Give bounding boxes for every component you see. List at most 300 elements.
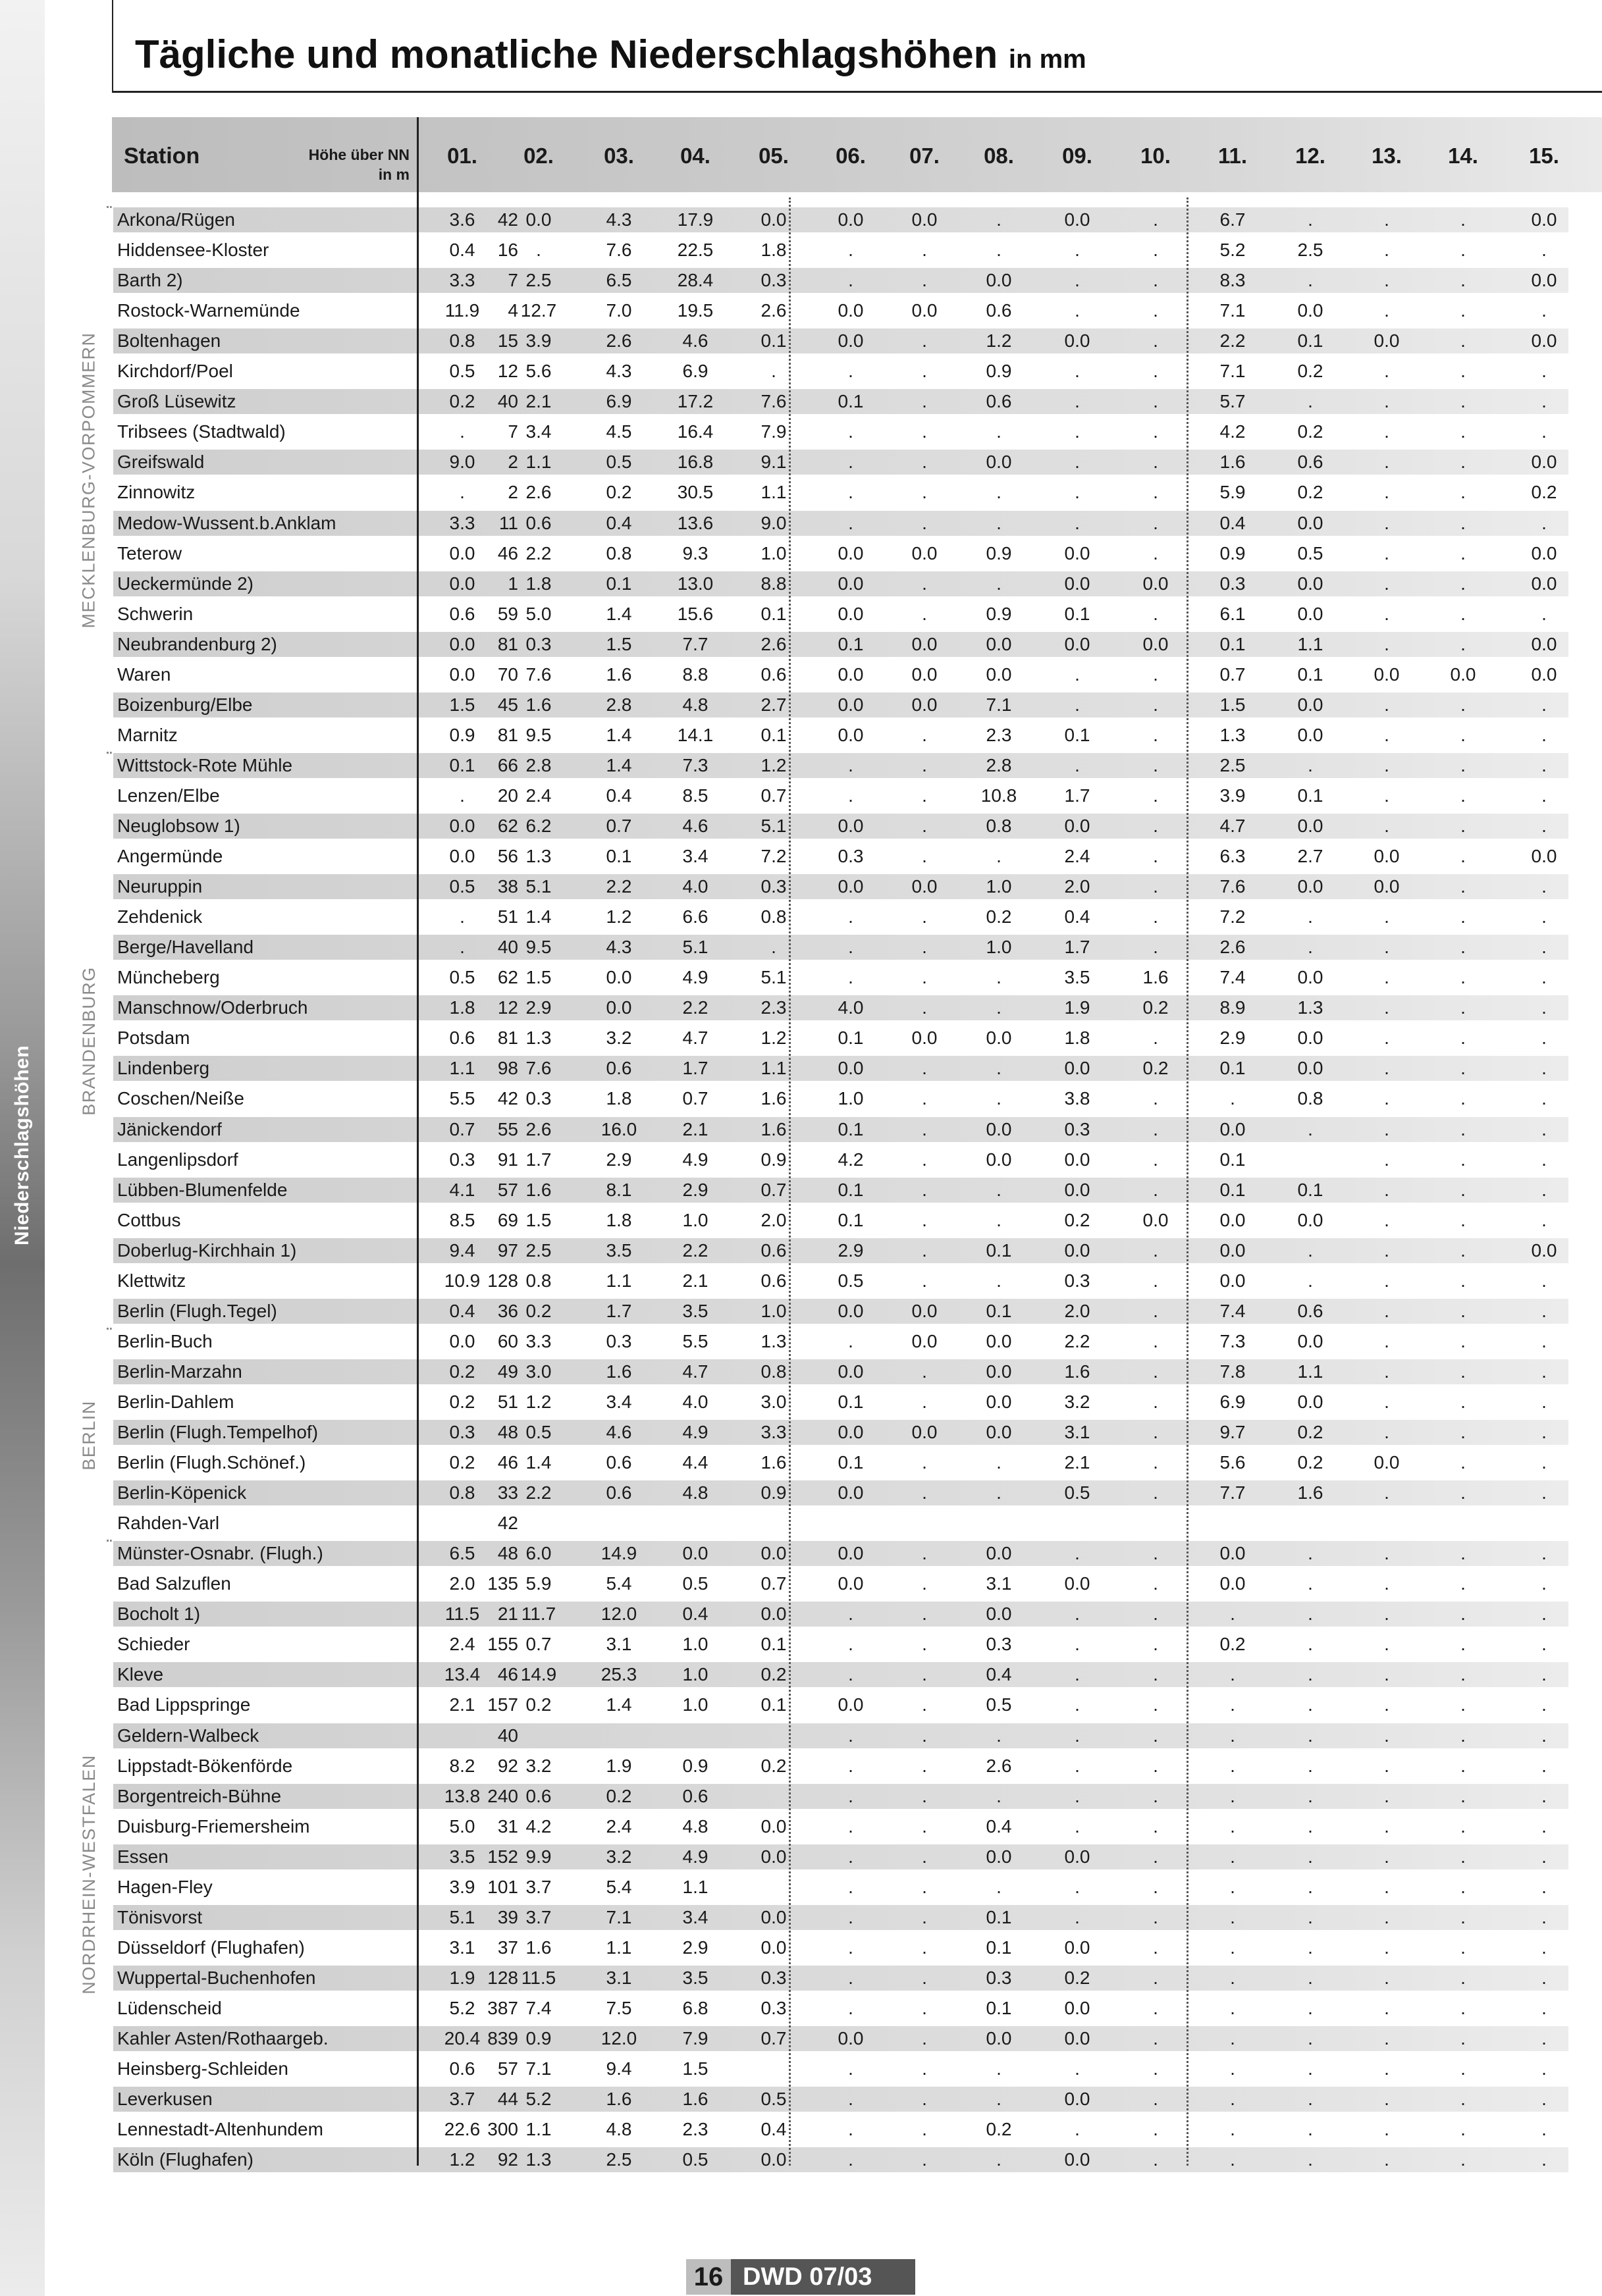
station-name: Lübben-Blumenfelde	[117, 1179, 288, 1200]
station-name: Neuruppin	[117, 876, 203, 897]
precip-value: .	[848, 421, 853, 442]
precip-value: 16.0	[601, 1118, 637, 1139]
precip-value: .	[1153, 694, 1158, 715]
precip-value: 0.0	[449, 846, 475, 867]
precip-value: 0.9	[682, 1755, 708, 1776]
precip-value: 7.6	[761, 391, 787, 412]
precip-value: 0.1	[838, 1028, 864, 1049]
precip-value: 2.5	[525, 270, 552, 291]
precip-value: .	[1460, 542, 1466, 563]
precip-value: .	[848, 361, 853, 382]
precip-value: 0.0	[986, 1543, 1012, 1564]
precip-value: 0.5	[449, 967, 475, 988]
precip-value: 0.2	[1297, 1422, 1323, 1442]
header-day: 11.	[1217, 144, 1248, 168]
title-rule	[112, 0, 113, 92]
station-altitude: 97	[497, 1239, 518, 1261]
precip-value	[744, 1875, 803, 1900]
precip-value: 0.0	[1531, 1239, 1557, 1261]
station-altitude: 46	[497, 1664, 518, 1685]
precip-value: 3.8	[1064, 1088, 1090, 1109]
precip-value: 6.5	[606, 270, 632, 291]
precip-value: .	[1460, 1815, 1466, 1837]
precip-value: 0.1	[838, 391, 864, 412]
precip-value: .	[1153, 1876, 1158, 1897]
precip-value: 2.1	[525, 391, 552, 412]
station-name: Jänickendorf	[117, 1118, 222, 1139]
precip-value: .	[1153, 664, 1158, 685]
precip-value: 0.4	[606, 512, 632, 533]
precip-value: 0.0	[761, 1815, 787, 1837]
precip-value: .	[1308, 1785, 1313, 1806]
precip-value	[1048, 1511, 1107, 1536]
precip-value: 0.0	[1064, 1239, 1090, 1261]
precip-value: .	[1541, 1815, 1547, 1837]
precip-value: .	[1308, 1270, 1313, 1291]
station-altitude: 46	[497, 1452, 518, 1473]
precip-value: 0.0	[838, 1361, 864, 1382]
precip-value: .	[1460, 754, 1466, 775]
precip-value: .	[1384, 1482, 1389, 1503]
precip-value: .	[922, 816, 927, 836]
precip-value: 2.7	[761, 694, 787, 715]
precip-value: 13.6	[677, 512, 714, 533]
precip-value: 0.7	[761, 785, 787, 806]
precip-value: 0.0	[838, 542, 864, 563]
precip-value: .	[1153, 2119, 1158, 2140]
precip-value: 1.7	[1064, 937, 1090, 958]
precip-value: .	[1384, 906, 1389, 927]
table-row	[113, 904, 1568, 929]
station-name: Angermünde	[117, 846, 223, 867]
precip-value: .	[996, 1452, 1001, 1473]
station-altitude: 51	[497, 906, 518, 927]
precip-value: .	[1308, 937, 1313, 958]
page-footer	[686, 2259, 915, 2295]
station-name: Müncheberg	[117, 967, 220, 988]
precip-value: .	[1308, 1997, 1313, 2018]
precip-value: .	[1541, 1725, 1547, 1746]
precip-value: 1.6	[606, 1361, 632, 1382]
precip-value: 0.8	[449, 1482, 475, 1503]
precip-value: .	[922, 1391, 927, 1412]
header-day: 03.	[604, 144, 634, 168]
precip-value: 0.0	[986, 1604, 1012, 1625]
precip-value: 0.3	[449, 1149, 475, 1170]
table-row	[113, 419, 1568, 444]
precip-value: .	[1460, 573, 1466, 594]
precip-value: .	[1541, 2149, 1547, 2170]
precip-value: 0.2	[1297, 482, 1323, 503]
precip-value: .	[922, 1088, 927, 1109]
precip-value: 3.7	[525, 1876, 552, 1897]
station-name: Berlin (Flugh.Tempelhof)	[117, 1422, 319, 1442]
precip-value: .	[848, 967, 853, 988]
precip-value: .	[996, 1725, 1001, 1746]
precip-value: .	[1460, 1149, 1466, 1170]
precip-value: 5.6	[525, 361, 552, 382]
precip-value: 0.1	[838, 1391, 864, 1412]
precip-value: 0.0	[1064, 1846, 1090, 1867]
precip-value: 0.0	[986, 664, 1012, 685]
precip-value: 0.0	[606, 997, 632, 1018]
station-name: Rahden-Varl	[117, 1513, 220, 1534]
precip-value: 0.0	[838, 664, 864, 685]
precip-value: 11.9	[444, 300, 480, 321]
precip-value: .	[1230, 1755, 1235, 1776]
precip-value: 0.0	[1219, 1118, 1246, 1139]
table-row	[113, 965, 1568, 990]
precip-value: 0.0	[761, 2149, 787, 2170]
precip-value: 1.6	[1064, 1361, 1090, 1382]
precip-value: 0.2	[1064, 1967, 1090, 1988]
precip-value: .	[1541, 603, 1547, 624]
precip-value: 11.5	[444, 1604, 480, 1625]
precip-value: 0.1	[1297, 785, 1323, 806]
header-day: 01.	[447, 144, 477, 168]
precip-value: 1.2	[986, 330, 1012, 352]
precip-value: 0.1	[449, 754, 475, 775]
precip-value: 0.0	[1297, 967, 1323, 988]
table-row	[113, 268, 1568, 293]
precip-value: .	[1230, 2119, 1235, 2140]
precip-value: .	[922, 1179, 927, 1200]
precip-value: .	[1541, 694, 1547, 715]
precip-value: .	[1460, 300, 1466, 321]
precip-value: 0.6	[1297, 452, 1323, 473]
precip-value: 14.9	[520, 1664, 557, 1685]
precip-value: .	[1075, 1604, 1080, 1625]
header-day: 14.	[1448, 144, 1478, 168]
precip-value: 0.7	[525, 1634, 552, 1655]
precip-value: 0.0	[838, 724, 864, 745]
precip-value: .	[1460, 633, 1466, 654]
precip-value: 0.0	[606, 967, 632, 988]
precip-value: .	[1384, 573, 1389, 594]
precip-value: .	[1384, 1300, 1389, 1321]
precip-value: .	[1384, 1785, 1389, 1806]
precip-value: .	[922, 967, 927, 988]
precip-value: .	[1384, 1755, 1389, 1776]
precip-value: 4.2	[1219, 421, 1246, 442]
precip-value: .	[922, 1664, 927, 1685]
precip-value: 0.0	[1064, 1179, 1090, 1200]
precip-value: .	[1460, 1755, 1466, 1776]
precip-value: .	[1153, 209, 1158, 230]
precip-value: .	[922, 603, 927, 624]
precip-value: .	[1153, 1543, 1158, 1564]
table-row	[113, 1329, 1568, 1354]
precip-value: 6.6	[682, 906, 708, 927]
precip-value: .	[1460, 421, 1466, 442]
precip-value: 0.0	[449, 664, 475, 685]
header-day: 06.	[836, 144, 866, 168]
precip-value: 1.2	[761, 1028, 787, 1049]
precip-value: .	[1541, 1997, 1547, 2018]
precip-value: .	[1075, 2119, 1080, 2140]
precip-value: .	[1308, 1634, 1313, 1655]
precip-value: 1.2	[525, 1391, 552, 1412]
precip-value: 3.9	[449, 1876, 475, 1897]
precip-value: .	[1460, 846, 1466, 867]
precip-value: .	[922, 1876, 927, 1897]
precip-value: 0.3	[1064, 1118, 1090, 1139]
precip-value: .	[996, 421, 1001, 442]
precip-value: .	[848, 270, 853, 291]
station-name: Wuppertal-Buchenhofen	[117, 1967, 316, 1988]
precip-value: 1.5	[525, 967, 552, 988]
precip-value: .	[996, 1876, 1001, 1897]
precip-value: .	[1384, 1239, 1389, 1261]
precip-value: 0.3	[525, 1088, 552, 1109]
station-altitude: 46	[497, 542, 518, 563]
precip-value: .	[1384, 1330, 1389, 1351]
station-altitude: 128	[487, 1270, 518, 1291]
precip-value: 0.0	[838, 1482, 864, 1503]
precip-value: 1.7	[606, 1300, 632, 1321]
precip-value: 1.8	[1064, 1028, 1090, 1049]
precip-value: .	[1384, 694, 1389, 715]
precip-value: 0.0	[761, 1604, 787, 1625]
station-name: Wittstock-Rote Mühle	[117, 754, 293, 775]
precip-value: 0.2	[1064, 1209, 1090, 1230]
precip-value: 2.0	[761, 1209, 787, 1230]
precip-value: 3.4	[682, 1906, 708, 1927]
precip-value: 4.0	[838, 997, 864, 1018]
table-row	[113, 1602, 1568, 1627]
precip-value: .	[922, 724, 927, 745]
precip-value: .	[1384, 2089, 1389, 2110]
precip-value: .	[1541, 1906, 1547, 1927]
precip-value: .	[848, 2058, 853, 2079]
precip-value: .	[848, 2089, 853, 2110]
precip-value: 3.7	[449, 2089, 475, 2110]
precip-value: 0.1	[838, 1452, 864, 1473]
precip-value: .	[1384, 1149, 1389, 1170]
precip-value: 4.7	[682, 1361, 708, 1382]
precip-value: .	[1541, 2058, 1547, 2079]
station-name: Bocholt 1)	[117, 1604, 201, 1625]
precip-value: 0.0	[1297, 1330, 1323, 1351]
station-name: Berlin-Buch	[117, 1330, 213, 1351]
precip-value: 7.7	[682, 633, 708, 654]
precip-value: 7.9	[761, 421, 787, 442]
precip-value: .	[1541, 2119, 1547, 2140]
precip-value: .	[922, 2089, 927, 2110]
precip-value: 3.5	[682, 1967, 708, 1988]
precip-value: 5.1	[761, 967, 787, 988]
precip-value: 0.2	[525, 1694, 552, 1715]
station-altitude: 42	[497, 209, 518, 230]
precip-value: 8.5	[682, 785, 708, 806]
precip-value: .	[1460, 1209, 1466, 1230]
station-name: Heinsberg-Schleiden	[117, 2058, 288, 2079]
precip-value: .	[1460, 2149, 1466, 2170]
precip-value: 2.2	[1219, 330, 1246, 352]
station-altitude: 387	[487, 1997, 518, 2018]
station-name: Bad Salzuflen	[117, 1573, 231, 1594]
station-altitude: 62	[497, 967, 518, 988]
header-station: Station	[124, 144, 200, 169]
precip-value: 2.6	[525, 482, 552, 503]
precip-value: .	[996, 2058, 1001, 2079]
station-altitude: 4	[508, 300, 518, 321]
precip-value: 5.5	[682, 1330, 708, 1351]
precip-value: .	[1153, 1846, 1158, 1867]
precip-value: 1.5	[525, 1209, 552, 1230]
precip-value: 0.0	[1142, 573, 1169, 594]
precip-value: 4.2	[838, 1149, 864, 1170]
precip-value: 4.9	[682, 1422, 708, 1442]
station-name: Berge/Havelland	[117, 937, 254, 958]
station-altitude: 135	[487, 1573, 518, 1594]
precip-value: 8.9	[1219, 997, 1246, 1018]
precip-value: .	[1308, 270, 1313, 291]
precip-value: 2.3	[682, 2119, 708, 2140]
precip-value: 4.8	[682, 1815, 708, 1837]
station-name: Marnitz	[117, 724, 178, 745]
precip-value: .	[1075, 240, 1080, 261]
precip-value	[1126, 1511, 1185, 1536]
precip-value: .	[1308, 1937, 1313, 1958]
precip-value: 0.0	[1531, 633, 1557, 654]
precip-value: .	[1075, 452, 1080, 473]
sidebar-strip	[0, 0, 45, 2296]
precip-value: 0.0	[838, 1694, 864, 1715]
precip-value: 1.9	[606, 1755, 632, 1776]
table-row	[113, 1450, 1568, 1475]
precip-value: .	[996, 997, 1001, 1018]
precip-value: .	[1075, 664, 1080, 685]
precip-value: .	[1384, 816, 1389, 836]
precip-value: 7.6	[606, 240, 632, 261]
precip-value: 1.7	[682, 1058, 708, 1079]
precip-value: 0.4	[606, 785, 632, 806]
precip-value: 6.9	[682, 361, 708, 382]
precip-value: 0.0	[1142, 1209, 1169, 1230]
table-row	[113, 2117, 1568, 2142]
precip-value: 1.7	[525, 1149, 552, 1170]
precip-value: .	[1153, 1300, 1158, 1321]
precip-value: .	[996, 1270, 1001, 1291]
precip-value: 0.1	[761, 330, 787, 352]
precip-value: 1.6	[525, 1937, 552, 1958]
precip-value: .	[922, 361, 927, 382]
precip-value: 4.9	[682, 1149, 708, 1170]
precip-value: 2.2	[682, 1239, 708, 1261]
precip-value: .	[1460, 724, 1466, 745]
table-row	[113, 783, 1568, 808]
precip-value: .	[1153, 1906, 1158, 1927]
precip-value: .	[1384, 633, 1389, 654]
precip-value: 0.0	[911, 209, 938, 230]
station-name: Zehdenick	[117, 906, 203, 927]
precip-value	[744, 1723, 803, 1748]
station-altitude: 7	[508, 421, 518, 442]
precip-value: 0.1	[838, 1209, 864, 1230]
precip-value: 3.2	[1064, 1391, 1090, 1412]
precip-value: .	[1384, 1422, 1389, 1442]
precip-value: 0.0	[1064, 1149, 1090, 1170]
table-row	[113, 450, 1568, 475]
precip-value: .	[1153, 1997, 1158, 2018]
station-altitude: 55	[497, 1118, 518, 1139]
station-altitude: 21	[497, 1604, 518, 1625]
station-altitude: 12	[497, 361, 518, 382]
precip-value: .	[1541, 1634, 1547, 1655]
precip-value: 2.8	[606, 694, 632, 715]
precip-value: 2.1	[682, 1270, 708, 1291]
precip-value: 0.0	[838, 2028, 864, 2048]
precip-value: .	[848, 1604, 853, 1625]
precip-value: .	[996, 573, 1001, 594]
station-name: Greifswald	[117, 452, 205, 473]
precip-value: 8.5	[449, 1209, 475, 1230]
precip-value: 3.5	[1064, 967, 1090, 988]
precip-value: 22.6	[444, 2119, 481, 2140]
precip-value: .	[1075, 1815, 1080, 1837]
precip-value: 0.6	[1297, 1300, 1323, 1321]
precip-value: .	[922, 1634, 927, 1655]
precip-value: .	[1308, 2119, 1313, 2140]
precip-value: 3.3	[761, 1422, 787, 1442]
precip-value: 0.0	[838, 573, 864, 594]
precip-value: 0.0	[1531, 270, 1557, 291]
precip-value: 11.7	[521, 1604, 556, 1625]
precip-value: .	[1460, 967, 1466, 988]
precip-value: .	[1460, 1876, 1466, 1897]
station-name: Langenlipsdorf	[117, 1149, 238, 1170]
precip-value: .	[848, 1937, 853, 1958]
precip-value: 0.0	[1064, 1573, 1090, 1594]
precip-value: 1.6	[1219, 452, 1246, 473]
precip-value: .	[1153, 1967, 1158, 1988]
precip-value: .	[460, 906, 465, 927]
precip-value: 4.3	[606, 361, 632, 382]
precip-value: 0.6	[986, 391, 1012, 412]
table-row	[113, 632, 1568, 657]
station-name: Tönisvorst	[117, 1906, 203, 1927]
precip-value: 19.5	[677, 300, 714, 321]
precip-value: 3.7	[525, 1906, 552, 1927]
precip-value: .	[1153, 482, 1158, 503]
precip-value: 1.6	[525, 694, 552, 715]
precip-value: 3.3	[449, 512, 475, 533]
precip-value: 0.0	[838, 1543, 864, 1564]
precip-value: .	[1460, 391, 1466, 412]
station-altitude: 101	[487, 1876, 518, 1897]
precip-value: .	[1460, 1391, 1466, 1412]
table-row	[113, 1511, 1568, 1536]
precip-value: .	[1153, 330, 1158, 352]
precip-value: 1.0	[761, 1300, 787, 1321]
table-row	[113, 328, 1568, 353]
precip-value: 0.5	[1064, 1482, 1090, 1503]
precip-value: 1.4	[606, 754, 632, 775]
pentad-divider-10	[1187, 197, 1188, 2166]
precip-value: .	[1460, 1937, 1466, 1958]
precip-value: .	[1460, 2089, 1466, 2110]
precip-value: 1.6	[606, 664, 632, 685]
precip-value: 0.1	[1064, 603, 1090, 624]
header-day: 05.	[759, 144, 789, 168]
precip-value: .	[1460, 1270, 1466, 1291]
precip-value: 5.9	[1219, 482, 1246, 503]
precip-value: .	[996, 1179, 1001, 1200]
precip-value: 1.6	[761, 1118, 787, 1139]
precip-value: .	[848, 1906, 853, 1927]
table-row	[113, 1117, 1568, 1142]
